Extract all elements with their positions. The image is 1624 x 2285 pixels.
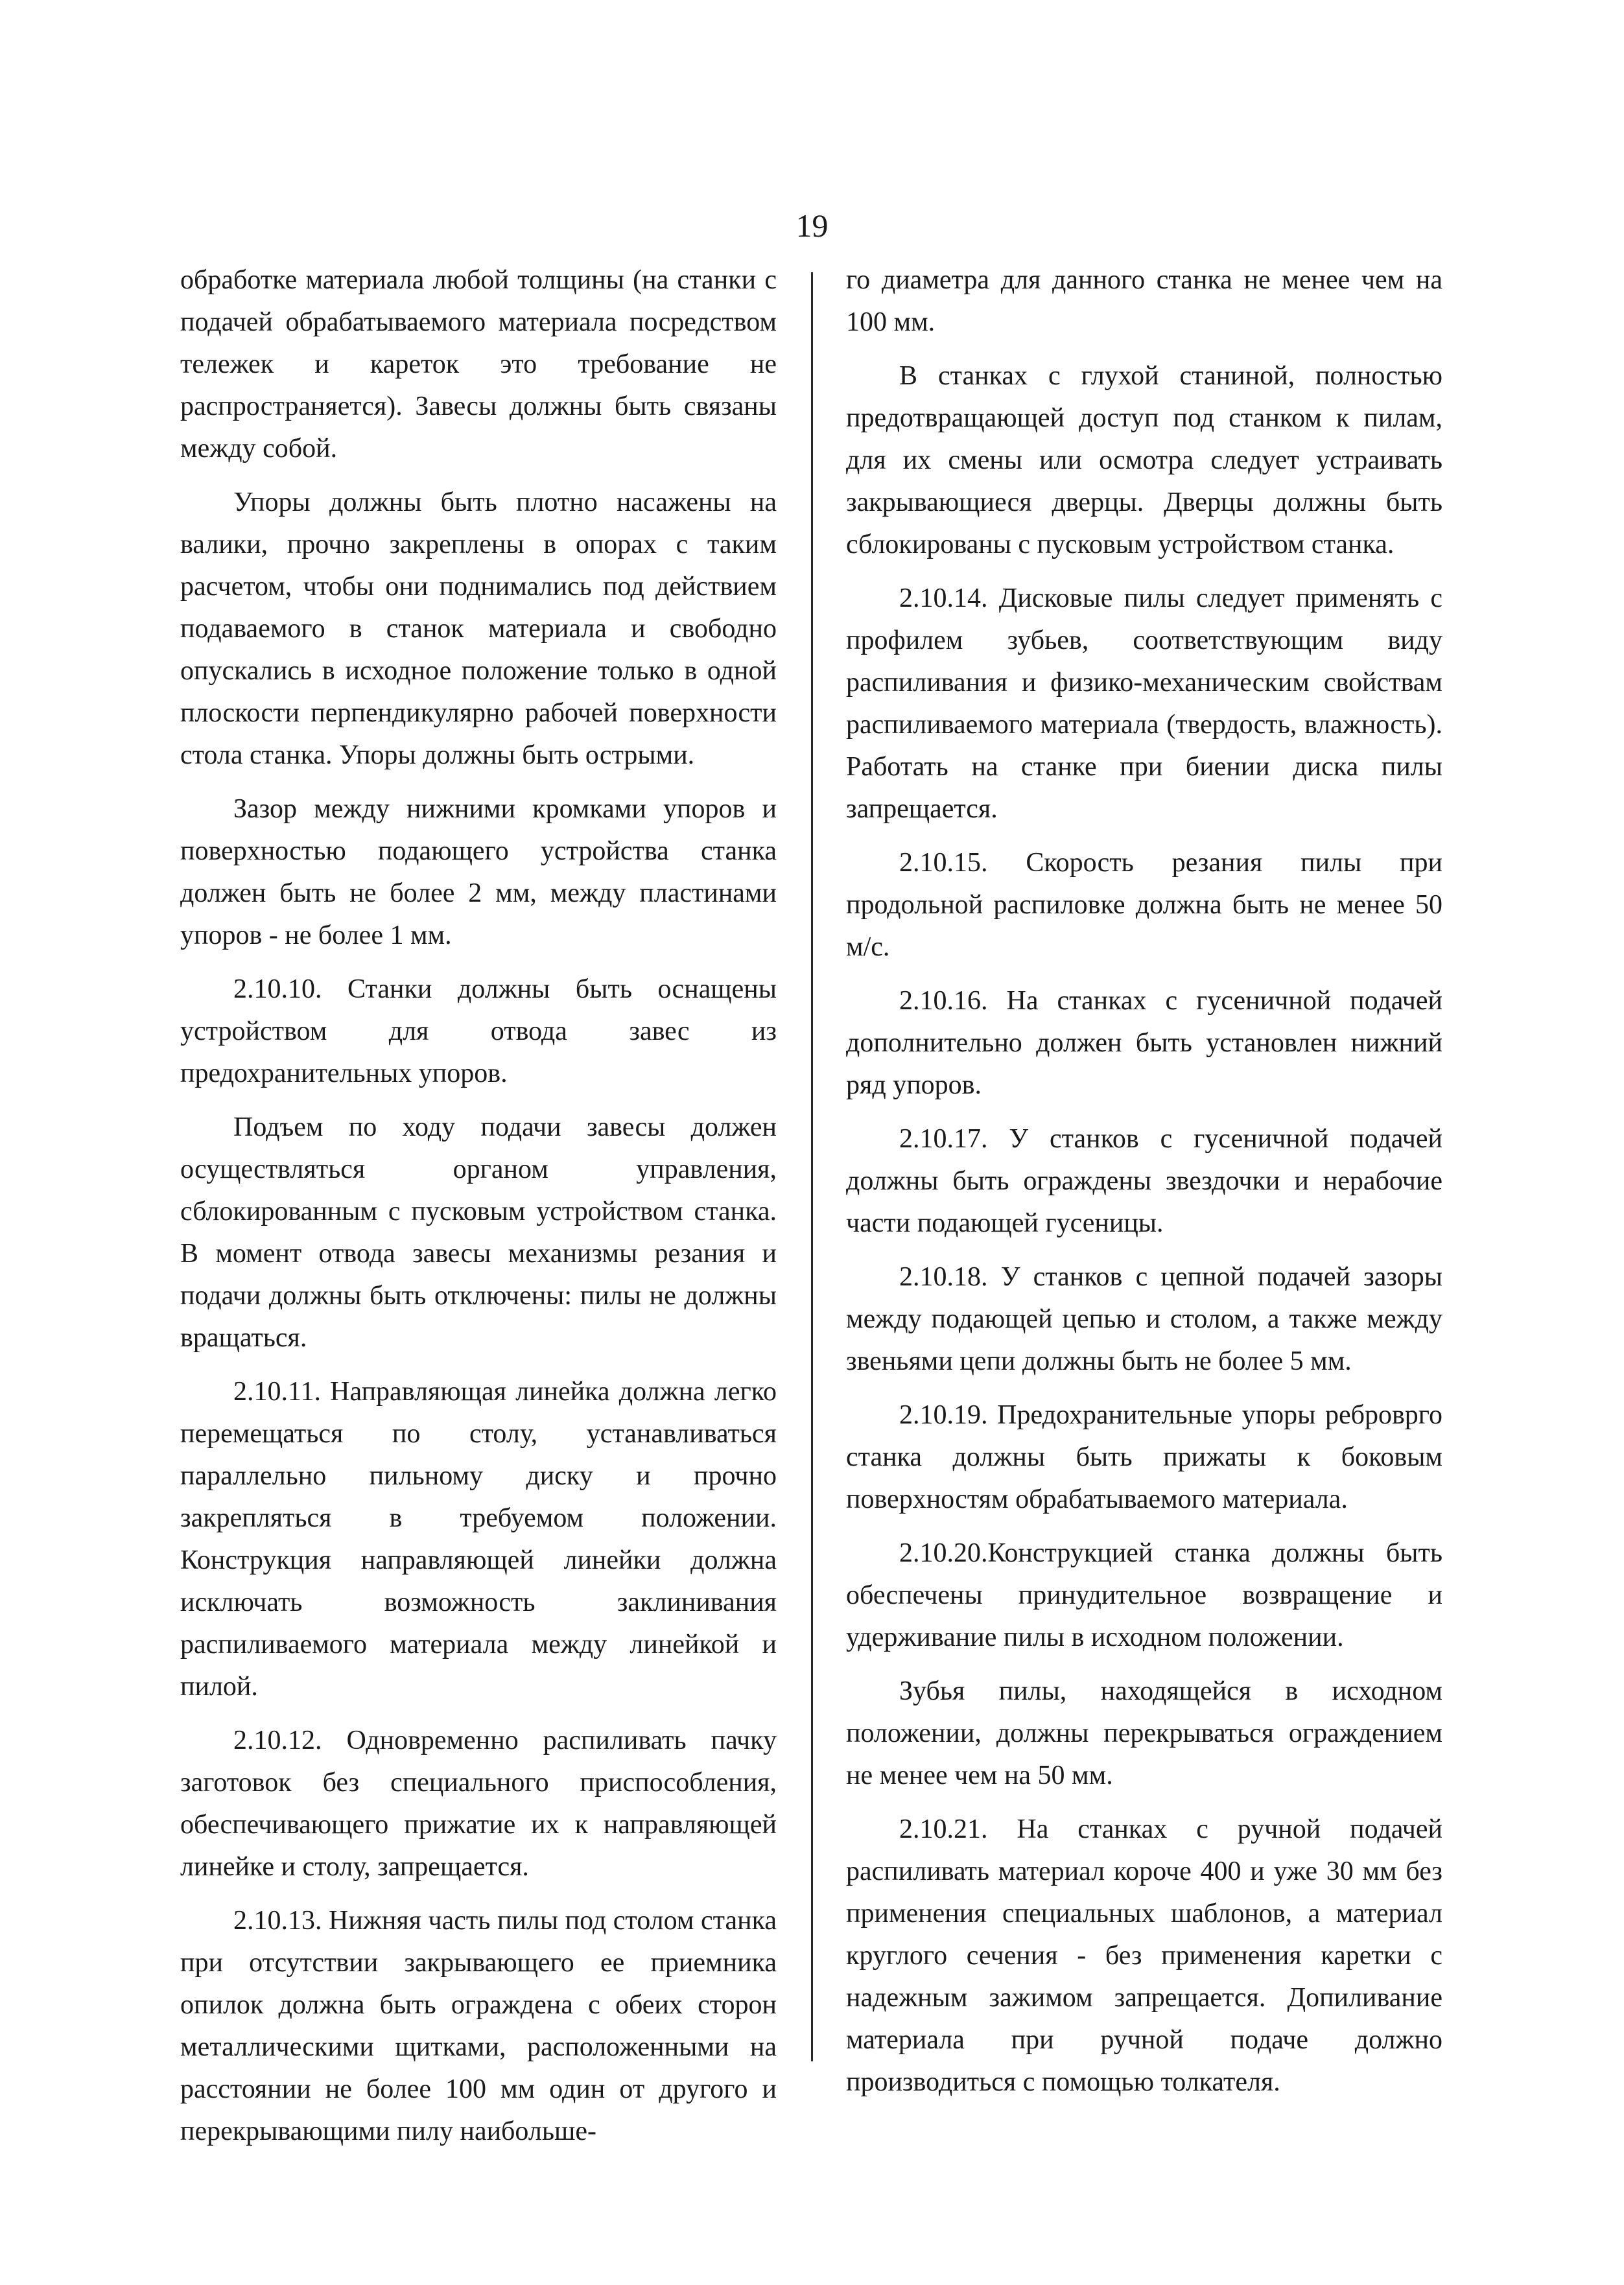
clause-2-10-20: 2.10.20.Конструкцией станка должны быть обеспечены принудительное возвращение и удерживание пилы в исходном положении. (846, 1538, 1442, 1652)
clause-2-10-12: 2.10.12. Одновременно распиливать пачку заготовок без специального приспособления, обеспечивающего прижатие их к направляющей линейке и столу, запрещается. (180, 1726, 777, 1882)
paragraph-stops: Упоры должны быть плотно насажены на валики, прочно закреплены в опорах с таким расчетом, чтобы они поднимались под действием подаваемого в станок материала и свободно опускались в исходное положение только в одной плоскости перпендикулярно рабочей поверхности стола станка. Упоры должны быть острыми. (180, 487, 777, 770)
paragraph-continuation: го диаметра для данного станка не менее чем на 100 мм. (846, 265, 1442, 337)
clause-2-10-11: 2.10.11. Направляющая линейка должна легко перемещаться по столу, устанавливаться параллельно пильному диску и прочно закрепляться в требуемом положении. Конструкция направляющей линейки должна исключать возможность заклинивания распиливаемого материала между линейкой и пилой. (180, 1377, 777, 1702)
left-column (180, 259, 777, 2164)
right-column (846, 259, 1442, 2115)
clause-2-10-14: 2.10.14. Дисковые пилы следует применять с профилем зубьев, соответствующим виду распиливания и физико-механическим свойствам распиливаемого материала (твердость, влажность). Работать на станке при биении диска пилы запрещается. (846, 583, 1442, 824)
clause-2-10-17: 2.10.17. У станков с гусеничной подачей должны быть ограждены звездочки и нерабочие части подающей гусеницы. (846, 1124, 1442, 1238)
paragraph-continuation: обработке материала любой толщины (на станки с подачей обрабатываемого материала посредством тележек и кареток это требование не распространяется). Завесы должны быть связаны между собой. (180, 265, 777, 463)
clause-2-10-10: 2.10.10. Станки должны быть оснащены устройством для отвода завес из предохранительных упоров. (180, 974, 777, 1088)
paragraph-gap: Зазор между нижними кромками упоров и поверхностью подающего устройства станка должен быть не более 2 мм, между пластинами упоров - не более 1 мм. (180, 794, 777, 950)
column-divider (811, 272, 813, 2061)
clause-2-10-21: 2.10.21. На станках с ручной подачей распиливать материал короче 400 и уже 30 мм без применения специальных шаблонов, а материал круглого сечения - без применения каретки с надежным зажимом запрещается. Допиливание материала при ручной подаче должно производиться с помощью толкателя. (846, 1814, 1442, 2097)
clause-2-10-15: 2.10.15. Скорость резания пилы при продольной распиловке должна быть не менее 50 м/с. (846, 848, 1442, 962)
paragraph-blind-frame: В станках с глухой станиной, полностью предотвращающей доступ под станком к пилам, для их смены или осмотра следует устраивать закрывающиеся дверцы. Дверцы должны быть сблокированы с пусковым устройством станка. (846, 361, 1442, 559)
page-number: 19 (795, 207, 829, 244)
paragraph-saw-teeth: Зубья пилы, находящейся в исходном положении, должны перекрываться ограждением не менее чем на 50 мм. (846, 1676, 1442, 1790)
clause-2-10-18: 2.10.18. У станков с цепной подачей зазоры между подающей цепью и столом, а также между звеньями цепи должны быть не более 5 мм. (846, 1262, 1442, 1376)
clause-2-10-13: 2.10.13. Нижняя часть пилы под столом станка при отсутствии закрывающего ее приемника опилок должна быть ограждена с обеих сторон металлическими щитками, расположенными на расстоянии не более 100 мм один от другого и перекрывающими пилу наибольше- (180, 1906, 777, 2146)
paragraph-curtain-lift: Подъем по ходу подачи завесы должен осуществляться органом управления, сблокированным с пусковым устройством станка. В момент отвода завесы механизмы резания и подачи должны быть отключены: пилы не должны вращаться. (180, 1112, 777, 1353)
clause-2-10-16: 2.10.16. На станках с гусеничной подачей дополнительно должен быть установлен нижний ряд упоров. (846, 986, 1442, 1100)
clause-2-10-19: 2.10.19. Предохранительные упоры реброврго станка должны быть прижаты к боковым поверхностям обрабатываемого материала. (846, 1400, 1442, 1514)
